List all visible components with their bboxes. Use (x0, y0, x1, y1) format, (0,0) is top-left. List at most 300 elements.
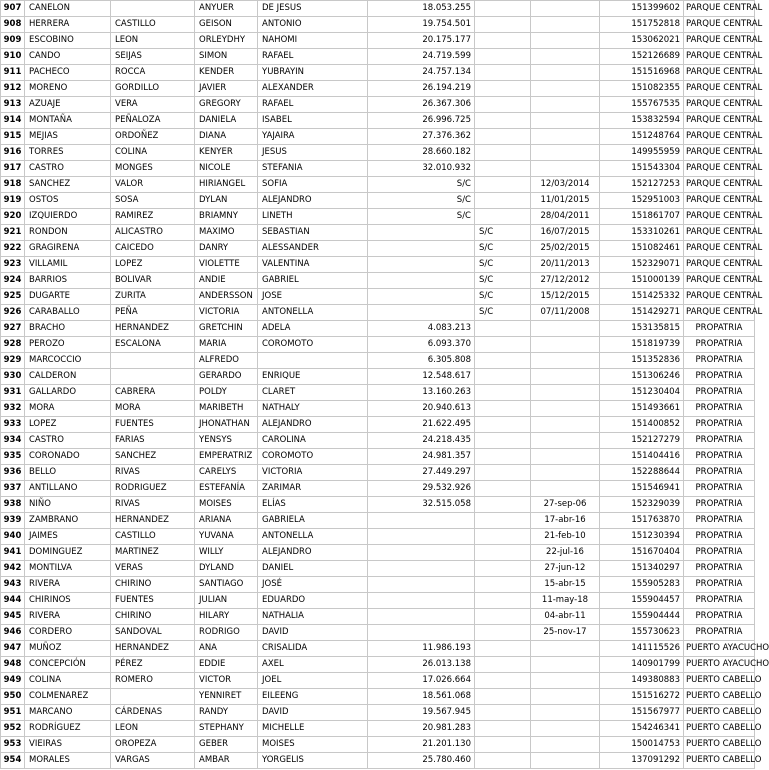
record-code: 151752818 (600, 17, 684, 33)
table-row (1, 481, 755, 497)
second-surname: ESCALONA (111, 337, 195, 353)
record-code: 154246341 (600, 721, 684, 737)
id-number: 18.053.255 (368, 1, 475, 17)
second-name: GABRIELA (258, 513, 368, 529)
location: PARQUE CENTRAL (684, 177, 755, 193)
birth-date: 25-nov-17 (531, 625, 600, 641)
sc-marker (475, 97, 531, 113)
second-surname: VALOR (111, 177, 195, 193)
id-number: 24.757.134 (368, 65, 475, 81)
birth-date: 25/02/2015 (531, 241, 600, 257)
second-surname: COLINA (111, 145, 195, 161)
row-number: 938 (1, 497, 25, 513)
location: PUERTO CABELLO (684, 753, 755, 769)
second-surname: GORDILLO (111, 81, 195, 97)
table-row (1, 673, 755, 689)
location: PUERTO CABELLO (684, 689, 755, 705)
record-code: 152127279 (600, 433, 684, 449)
id-number: 24.719.599 (368, 49, 475, 65)
record-code: 151352836 (600, 353, 684, 369)
row-number: 943 (1, 577, 25, 593)
record-code: 151404416 (600, 449, 684, 465)
second-surname: CHIRINO (111, 609, 195, 625)
sc-marker (475, 561, 531, 577)
birth-date: 15-abr-15 (531, 577, 600, 593)
row-number: 949 (1, 673, 25, 689)
record-code: 152329039 (600, 497, 684, 513)
first-name: ORLEYDHY (195, 33, 258, 49)
table-row (1, 49, 755, 65)
location: PARQUE CENTRAL (684, 97, 755, 113)
first-name: ANA (195, 641, 258, 657)
record-code: 153135815 (600, 321, 684, 337)
birth-date (531, 97, 600, 113)
second-surname: FARIAS (111, 433, 195, 449)
second-surname: SANDOVAL (111, 625, 195, 641)
first-name: GREGORY (195, 97, 258, 113)
first-surname: TORRES (25, 145, 111, 161)
second-surname: HERNANDEZ (111, 321, 195, 337)
second-surname (111, 353, 195, 369)
second-name: VALENTINA (258, 257, 368, 273)
table-row (1, 497, 755, 513)
birth-date: 27-jun-12 (531, 561, 600, 577)
second-name: JOSE (258, 289, 368, 305)
record-code: 152127253 (600, 177, 684, 193)
sc-marker (475, 465, 531, 481)
table-row (1, 97, 755, 113)
first-surname: ESCOBINO (25, 33, 111, 49)
record-code: 151400852 (600, 417, 684, 433)
birth-date (531, 1, 600, 17)
birth-date (531, 321, 600, 337)
second-surname: PÉREZ (111, 657, 195, 673)
second-name: CRISALIDA (258, 641, 368, 657)
record-code: 151516968 (600, 65, 684, 81)
id-number (368, 305, 475, 321)
row-number: 933 (1, 417, 25, 433)
first-name: DANIELA (195, 113, 258, 129)
row-number: 931 (1, 385, 25, 401)
second-name: SOFIA (258, 177, 368, 193)
id-number: 20.175.177 (368, 33, 475, 49)
table-row (1, 161, 755, 177)
location: PARQUE CENTRAL (684, 241, 755, 257)
second-surname: ZURITA (111, 289, 195, 305)
birth-date: 17-abr-16 (531, 513, 600, 529)
birth-date (531, 33, 600, 49)
table-row (1, 689, 755, 705)
first-name: MOISES (195, 497, 258, 513)
second-name: GABRIEL (258, 273, 368, 289)
second-surname: VERAS (111, 561, 195, 577)
second-name: ENRIQUE (258, 369, 368, 385)
first-surname: ANTILLANO (25, 481, 111, 497)
location: PUERTO CABELLO (684, 705, 755, 721)
first-name: SANTIAGO (195, 577, 258, 593)
table-row (1, 145, 755, 161)
first-name: ESTEFANÍA (195, 481, 258, 497)
second-surname: SEIJAS (111, 49, 195, 65)
location: PROPATRIA (684, 481, 755, 497)
first-surname: ZAMBRANO (25, 513, 111, 529)
row-number: 945 (1, 609, 25, 625)
first-name: EDDIE (195, 657, 258, 673)
first-name: RANDY (195, 705, 258, 721)
record-code: 155905283 (600, 577, 684, 593)
id-number: 13.160.263 (368, 385, 475, 401)
birth-date (531, 721, 600, 737)
table-row (1, 321, 755, 337)
birth-date (531, 737, 600, 753)
first-surname: BRACHO (25, 321, 111, 337)
record-code: 152329071 (600, 257, 684, 273)
row-number: 916 (1, 145, 25, 161)
table-row (1, 1, 755, 17)
first-name: GRETCHIN (195, 321, 258, 337)
sc-marker (475, 385, 531, 401)
sc-marker (475, 657, 531, 673)
row-number: 936 (1, 465, 25, 481)
sc-marker (475, 337, 531, 353)
second-name: CLARET (258, 385, 368, 401)
location: PARQUE CENTRAL (684, 65, 755, 81)
sc-marker: S/C (475, 241, 531, 257)
id-number: 26.194.219 (368, 81, 475, 97)
second-name: NATHALY (258, 401, 368, 417)
id-number: 25.780.460 (368, 753, 475, 769)
table-row (1, 241, 755, 257)
location: PARQUE CENTRAL (684, 225, 755, 241)
location: PARQUE CENTRAL (684, 273, 755, 289)
location: PARQUE CENTRAL (684, 49, 755, 65)
location: PARQUE CENTRAL (684, 1, 755, 17)
sc-marker (475, 593, 531, 609)
sc-marker (475, 513, 531, 529)
second-name: ANTONELLA (258, 305, 368, 321)
row-number: 941 (1, 545, 25, 561)
birth-date (531, 689, 600, 705)
location: PARQUE CENTRAL (684, 17, 755, 33)
id-number: 26.996.725 (368, 113, 475, 129)
sc-marker (475, 753, 531, 769)
second-name: ALESSANDER (258, 241, 368, 257)
table-row (1, 65, 755, 81)
first-surname: PACHECO (25, 65, 111, 81)
record-code: 153310261 (600, 225, 684, 241)
first-surname: HERRERA (25, 17, 111, 33)
second-surname (111, 369, 195, 385)
birth-date: 20/11/2013 (531, 257, 600, 273)
first-surname: MORA (25, 401, 111, 417)
row-number: 942 (1, 561, 25, 577)
birth-date (531, 673, 600, 689)
record-code: 150014753 (600, 737, 684, 753)
table-row (1, 561, 755, 577)
sc-marker (475, 481, 531, 497)
row-number: 927 (1, 321, 25, 337)
sc-marker: S/C (475, 225, 531, 241)
second-surname: MONGES (111, 161, 195, 177)
id-number: 4.083.213 (368, 321, 475, 337)
birth-date: 15/12/2015 (531, 289, 600, 305)
second-surname: RIVAS (111, 497, 195, 513)
sc-marker (475, 449, 531, 465)
second-surname: CASTILLO (111, 17, 195, 33)
first-surname: CORDERO (25, 625, 111, 641)
birth-date: 22-jul-16 (531, 545, 600, 561)
sc-marker (475, 209, 531, 225)
first-surname: COLINA (25, 673, 111, 689)
location: PROPATRIA (684, 561, 755, 577)
birth-date (531, 753, 600, 769)
location: PROPATRIA (684, 529, 755, 545)
record-code: 141115526 (600, 641, 684, 657)
table-row (1, 705, 755, 721)
second-name: RAFAEL (258, 97, 368, 113)
first-surname: DOMINGUEZ (25, 545, 111, 561)
sc-marker (475, 193, 531, 209)
table-row (1, 225, 755, 241)
id-number: S/C (368, 177, 475, 193)
birth-date (531, 449, 600, 465)
row-number: 925 (1, 289, 25, 305)
first-name: VICTORIA (195, 305, 258, 321)
id-number: S/C (368, 209, 475, 225)
location: PROPATRIA (684, 497, 755, 513)
first-surname: RODRÍGUEZ (25, 721, 111, 737)
birth-date: 07/11/2008 (531, 305, 600, 321)
first-surname: MARCANO (25, 705, 111, 721)
second-name: ADELA (258, 321, 368, 337)
second-surname: BOLIVAR (111, 273, 195, 289)
first-name: KENYER (195, 145, 258, 161)
id-number (368, 609, 475, 625)
second-name: ZARIMAR (258, 481, 368, 497)
birth-date (531, 481, 600, 497)
table-row (1, 177, 755, 193)
record-code: 151763870 (600, 513, 684, 529)
location: PROPATRIA (684, 465, 755, 481)
second-name: ALEXANDER (258, 81, 368, 97)
first-surname: CASTRO (25, 161, 111, 177)
birth-date (531, 113, 600, 129)
id-number (368, 257, 475, 273)
first-surname: CONCEPCIÓN (25, 657, 111, 673)
birth-date: 21-feb-10 (531, 529, 600, 545)
record-code: 137091292 (600, 753, 684, 769)
row-number: 907 (1, 1, 25, 17)
location: PARQUE CENTRAL (684, 209, 755, 225)
record-code: 151425332 (600, 289, 684, 305)
table-row (1, 209, 755, 225)
first-name: JHONATHAN (195, 417, 258, 433)
first-surname: RIVERA (25, 577, 111, 593)
birth-date (531, 353, 600, 369)
first-surname: PEROZO (25, 337, 111, 353)
second-surname: PEÑALOZA (111, 113, 195, 129)
second-name (258, 353, 368, 369)
second-name: MOISES (258, 737, 368, 753)
second-name: DAVID (258, 705, 368, 721)
second-surname: PEÑA (111, 305, 195, 321)
record-code: 151082355 (600, 81, 684, 97)
first-name: ANDIE (195, 273, 258, 289)
first-name: YUVANA (195, 529, 258, 545)
first-name: DIANA (195, 129, 258, 145)
second-name: EDUARDO (258, 593, 368, 609)
id-number (368, 513, 475, 529)
first-surname: VIEIRAS (25, 737, 111, 753)
first-name: JAVIER (195, 81, 258, 97)
first-surname: MEJIAS (25, 129, 111, 145)
second-name: JOSÉ (258, 577, 368, 593)
record-code: 151000139 (600, 273, 684, 289)
table-row (1, 353, 755, 369)
sc-marker (475, 161, 531, 177)
second-name: EILEENG (258, 689, 368, 705)
location: PARQUE CENTRAL (684, 129, 755, 145)
table-row (1, 369, 755, 385)
record-code: 151670404 (600, 545, 684, 561)
record-code: 151861707 (600, 209, 684, 225)
birth-date (531, 385, 600, 401)
birth-date (531, 65, 600, 81)
id-number: 32.010.932 (368, 161, 475, 177)
second-name: CAROLINA (258, 433, 368, 449)
first-name: BRIAMNY (195, 209, 258, 225)
second-surname: RAMIREZ (111, 209, 195, 225)
table-row (1, 657, 755, 673)
first-surname: CHIRINOS (25, 593, 111, 609)
location: PARQUE CENTRAL (684, 113, 755, 129)
row-number: 937 (1, 481, 25, 497)
first-name: MARIA (195, 337, 258, 353)
table-row (1, 625, 755, 641)
second-name: NATHALIA (258, 609, 368, 625)
birth-date (531, 81, 600, 97)
row-number: 940 (1, 529, 25, 545)
sc-marker: S/C (475, 257, 531, 273)
birth-date (531, 129, 600, 145)
second-name: ALEJANDRO (258, 193, 368, 209)
location: PROPATRIA (684, 609, 755, 625)
id-number (368, 625, 475, 641)
second-name: LINETH (258, 209, 368, 225)
first-surname: BARRIOS (25, 273, 111, 289)
sc-marker (475, 689, 531, 705)
sc-marker (475, 177, 531, 193)
second-surname: MARTINEZ (111, 545, 195, 561)
table-row (1, 721, 755, 737)
record-code: 151493661 (600, 401, 684, 417)
location: PARQUE CENTRAL (684, 289, 755, 305)
record-code: 151306246 (600, 369, 684, 385)
record-code: 153832594 (600, 113, 684, 129)
table-row (1, 33, 755, 49)
location: PROPATRIA (684, 321, 755, 337)
id-number: 21.622.495 (368, 417, 475, 433)
location: PROPATRIA (684, 337, 755, 353)
first-name: SIMON (195, 49, 258, 65)
id-number: 12.548.617 (368, 369, 475, 385)
table-row (1, 641, 755, 657)
record-code: 155904444 (600, 609, 684, 625)
second-surname: VERA (111, 97, 195, 113)
second-surname: HERNANDEZ (111, 513, 195, 529)
second-name: MICHELLE (258, 721, 368, 737)
first-name: GEISON (195, 17, 258, 33)
row-number: 946 (1, 625, 25, 641)
sc-marker (475, 737, 531, 753)
id-number (368, 225, 475, 241)
table-row (1, 545, 755, 561)
birth-date (531, 417, 600, 433)
table-row (1, 193, 755, 209)
sc-marker (475, 721, 531, 737)
sc-marker (475, 129, 531, 145)
id-number (368, 593, 475, 609)
sc-marker (475, 625, 531, 641)
first-surname: JAIMES (25, 529, 111, 545)
row-number: 913 (1, 97, 25, 113)
second-surname: ALICASTRO (111, 225, 195, 241)
row-number: 948 (1, 657, 25, 673)
record-code: 151819739 (600, 337, 684, 353)
second-surname (111, 689, 195, 705)
id-number: 11.986.193 (368, 641, 475, 657)
second-surname: SOSA (111, 193, 195, 209)
first-surname: OSTOS (25, 193, 111, 209)
sc-marker (475, 17, 531, 33)
id-number: 18.561.068 (368, 689, 475, 705)
table-row (1, 385, 755, 401)
second-surname: LEON (111, 721, 195, 737)
row-number: 921 (1, 225, 25, 241)
row-number: 926 (1, 305, 25, 321)
first-name: MARIBETH (195, 401, 258, 417)
location: PUERTO CABELLO (684, 673, 755, 689)
second-name: COROMOTO (258, 337, 368, 353)
row-number: 912 (1, 81, 25, 97)
second-surname (111, 1, 195, 17)
sc-marker (475, 49, 531, 65)
first-surname: MORALES (25, 753, 111, 769)
location: PARQUE CENTRAL (684, 81, 755, 97)
second-name: YAJAIRA (258, 129, 368, 145)
first-surname: CANDO (25, 49, 111, 65)
first-surname: NIÑO (25, 497, 111, 513)
sc-marker: S/C (475, 305, 531, 321)
birth-date (531, 369, 600, 385)
id-number: 24.981.357 (368, 449, 475, 465)
second-name: DANIEL (258, 561, 368, 577)
record-code: 151543304 (600, 161, 684, 177)
location: PUERTO AYACUCHO (684, 641, 755, 657)
sc-marker (475, 401, 531, 417)
first-name: NICOLE (195, 161, 258, 177)
record-code: 140901799 (600, 657, 684, 673)
sc-marker (475, 609, 531, 625)
first-name: MAXIMO (195, 225, 258, 241)
row-number: 932 (1, 401, 25, 417)
location: PARQUE CENTRAL (684, 193, 755, 209)
record-code: 149380883 (600, 673, 684, 689)
location: PROPATRIA (684, 353, 755, 369)
sc-marker (475, 65, 531, 81)
first-name: DYLAND (195, 561, 258, 577)
id-number: 29.532.926 (368, 481, 475, 497)
